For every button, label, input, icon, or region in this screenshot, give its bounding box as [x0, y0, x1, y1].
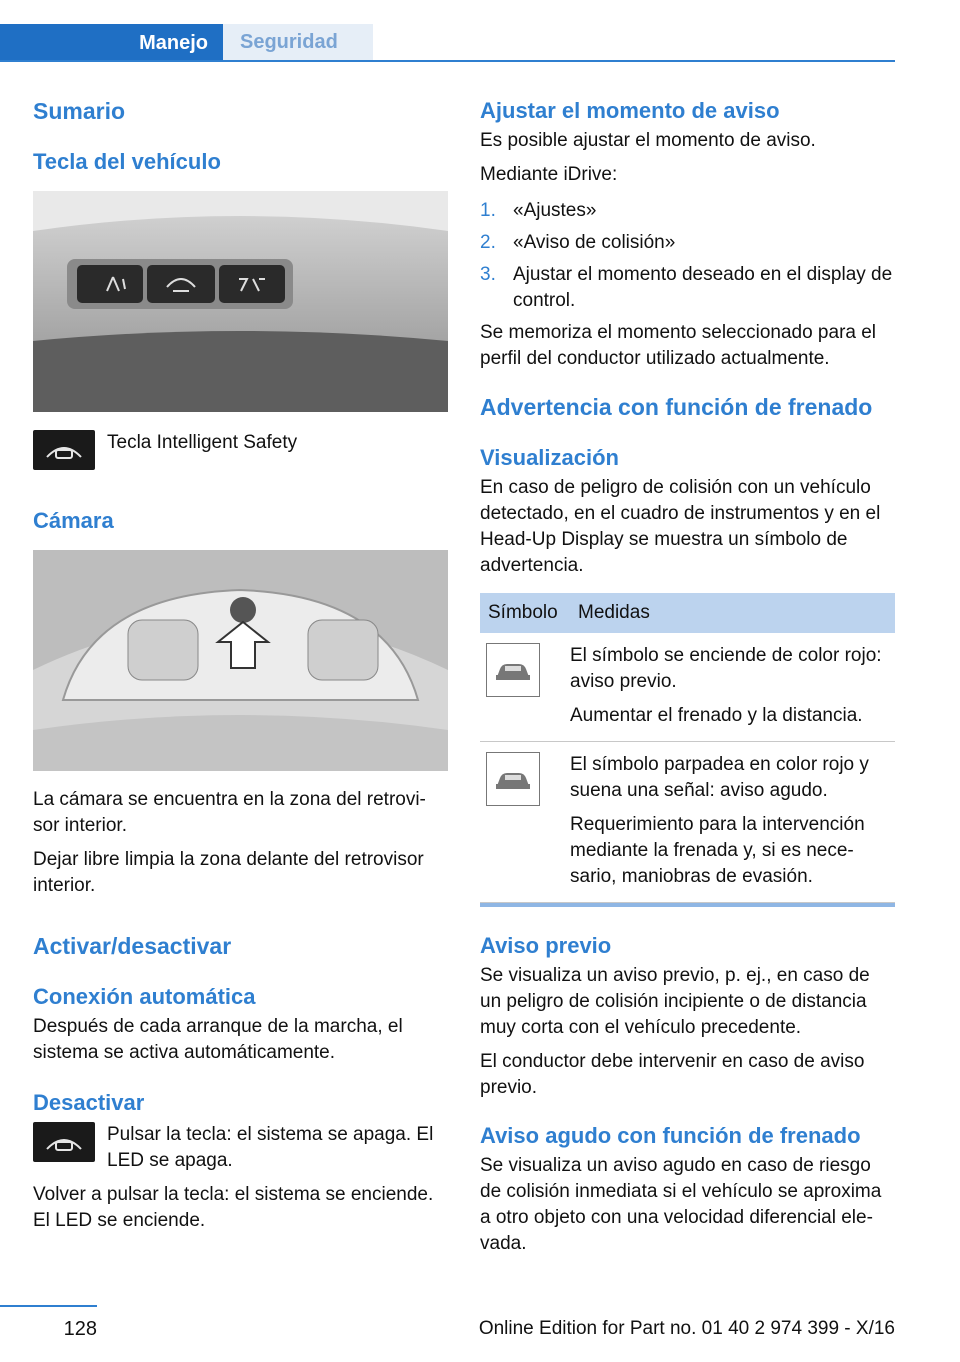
table-header-row	[480, 593, 895, 633]
header-rule	[0, 60, 895, 62]
heading-desactivar: Desactivar	[33, 1090, 145, 1115]
table-row	[480, 633, 895, 742]
car-warning-icon	[486, 752, 540, 806]
symbol-cell	[480, 633, 570, 742]
list-item	[480, 198, 895, 224]
table-end-rule	[480, 903, 895, 907]
medidas-cell	[570, 633, 895, 742]
intelligent-safety-button-icon	[33, 430, 95, 470]
conexion-paragraph: Después de cada arranque de la marcha, el sistema se activa automáticamente.	[33, 1016, 403, 1063]
step-number: 3.	[480, 264, 496, 285]
step-text: Ajustar el momento deseado en el display de control.	[513, 264, 893, 311]
tab-manejo-label: Manejo	[139, 31, 208, 54]
tab-seguridad[interactable]	[223, 24, 373, 60]
ajustar-paragraph-3: Se memoriza el momento seleccionado para el perfil del conductor utilizado actualmente.	[480, 322, 877, 369]
symbol-table	[480, 593, 895, 903]
edition-line: Online Edition for Part no. 01 40 2 974 399 - X/16	[478, 1318, 895, 1339]
intelligent-safety-caption: Tecla Intelligent Safety	[107, 432, 298, 453]
heading-ajustar-momento: Ajustar el momento de aviso	[480, 98, 780, 123]
heading-activar-desactivar: Activar/desactivar	[33, 933, 232, 959]
heading-advertencia-frenado: Advertencia con función de frenado	[480, 394, 873, 420]
footer-rule	[0, 1305, 97, 1307]
right-column	[480, 98, 895, 1257]
tab-seguridad-label: Seguridad	[240, 30, 338, 53]
step-text: «Aviso de colisión»	[513, 232, 676, 253]
medidas-cell	[570, 742, 895, 903]
medida-line-2: Aumentar el frenado y la distancia.	[570, 705, 863, 726]
col-header-simbolo: Símbolo	[480, 593, 570, 633]
aviso-agudo-paragraph: Se visualiza un aviso agudo en caso de riesgo de colisión inmediata si el vehículo se aproxima a otro objeto con una velocidad diferencial ele‐ vada.	[480, 1155, 882, 1254]
tab-manejo[interactable]	[0, 24, 223, 62]
medida-line-2: Requerimiento para la intervención mediante la frenada y, si es nece‐ sario, maniobras de evasión.	[570, 814, 865, 887]
list-item	[480, 230, 895, 256]
step-number: 2.	[480, 232, 496, 253]
desactivar-caption-row	[33, 1122, 448, 1174]
heading-conexion-automatica: Conexión automática	[33, 984, 256, 1009]
medida-line-1: El símbolo parpadea en color rojo y suena una señal: aviso agudo.	[570, 754, 869, 801]
heading-aviso-agudo: Aviso agudo con función de frenado	[480, 1123, 861, 1148]
intelligent-safety-caption-row	[33, 430, 448, 470]
aviso-previo-paragraph-1: Se visualiza un aviso previo, p. ej., en caso de un peligro de colisión incipiente o de distancia muy corta con el vehículo precedente.	[480, 965, 870, 1038]
left-column	[33, 98, 448, 1234]
heading-tecla-vehiculo: Tecla del vehículo	[33, 149, 221, 174]
symbol-cell	[480, 742, 570, 903]
page-number: 128	[63, 1318, 97, 1340]
medida-line-1: El símbolo se enciende de color rojo: aviso previo.	[570, 645, 882, 692]
heading-camara: Cámara	[33, 508, 114, 533]
car-warning-icon	[486, 643, 540, 697]
aviso-previo-paragraph-2: El conductor debe intervenir en caso de aviso previo.	[480, 1051, 865, 1098]
step-text: «Ajustes»	[513, 200, 597, 221]
list-item	[480, 262, 895, 314]
heading-aviso-previo: Aviso previo	[480, 933, 612, 958]
ajustar-paragraph-2: Mediante iDrive:	[480, 164, 618, 185]
chapter-tabs	[0, 24, 895, 62]
intelligent-safety-button-icon	[33, 1122, 95, 1162]
camara-paragraph-2: Dejar libre limpia la zona delante del retrovisor interior.	[33, 849, 424, 896]
ajustar-paragraph-1: Es posible ajustar el momento de aviso.	[480, 130, 816, 151]
desactivar-caption: Pulsar la tecla: el sistema se apaga. El LED se apaga.	[107, 1124, 434, 1171]
desactivar-paragraph-2: Volver a pulsar la tecla: el sistema se enciende. El LED se enciende.	[33, 1184, 434, 1231]
table-row	[480, 742, 895, 903]
camera-location-photo	[33, 550, 448, 771]
ajustar-steps	[480, 198, 895, 314]
step-number: 1.	[480, 200, 496, 221]
col-header-medidas: Medidas	[570, 593, 895, 633]
heading-sumario: Sumario	[33, 98, 126, 124]
vehicle-button-photo	[33, 191, 448, 412]
visualizacion-paragraph: En caso de peligro de colisión con un vehículo detectado, en el cuadro de instrumentos y en el Head-Up Display se muestra un símbolo de advertencia.	[480, 477, 881, 576]
camara-paragraph-1: La cámara se encuentra en la zona del retrovi‐ sor interior.	[33, 789, 426, 836]
heading-visualizacion: Visualización	[480, 445, 619, 470]
